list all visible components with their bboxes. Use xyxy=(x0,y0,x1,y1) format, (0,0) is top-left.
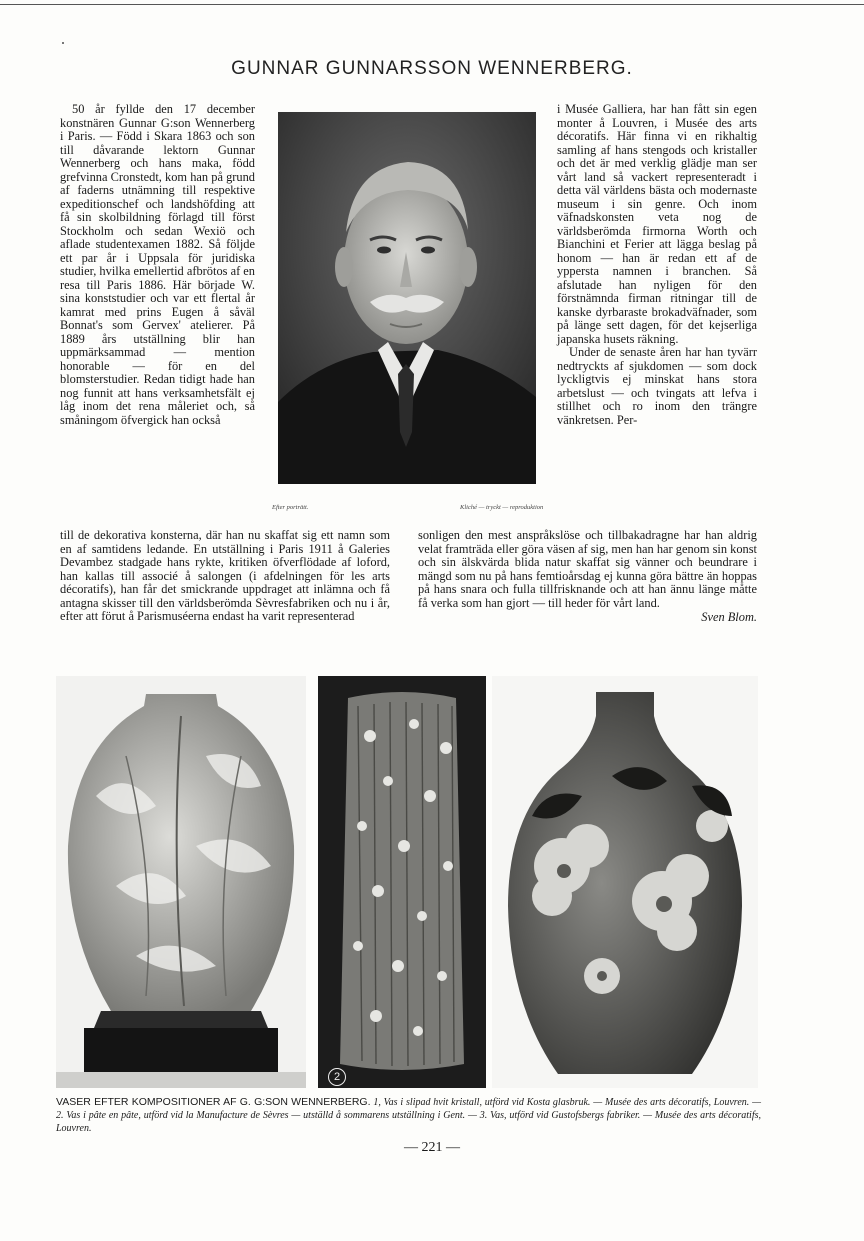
crystal-vase-image xyxy=(56,676,306,1088)
vase-photo-1 xyxy=(56,676,306,1088)
caption-body: 1, Vas i slipad hvit kristall, utförd vid Kosta glasbruk. — Musée des arts décoratifs, Louvren. — 2. Vas i pâte en pâte, utförd vid la Manufacture de Sèvres — utställd å sommarens utställning i Gent. — 3. Vas, utförd vid Gustofsbergs fabriker. — Musée des arts décoratifs, Louvren. xyxy=(56,1097,761,1134)
figure-number-badge: 2 xyxy=(328,1068,346,1086)
speck xyxy=(62,42,64,44)
figure-caption xyxy=(56,1096,761,1135)
portrait-photo xyxy=(278,112,536,484)
vase-photo-3 xyxy=(492,676,758,1088)
paragraph-closing xyxy=(418,529,757,625)
paragraph-intro: 50 år fyllde den 17 december konstnären Gunnar G:son Wennerberg i Paris. — Född i Skara 1863 och son till dåvarande lektorn Gunnar Wennerberg och hans maka, född grefvinna Cronstedt, kom han på grund af faderns utnämning till respektive expeditionschef och landshöfding att få sin skolbildning förlagd till först Stockholm och sedan Wexiö och aflade studentexamen 1882. Så följde ett par år i Uppsala för juridiska studier, hvilka emellertid afbrötos af en resa till Paris 1886. Här började W. sina konststudier och var ett flertal år kamrat med prins Eugen å såväl Bonnat's som Gervex' atelierer. På 1889 års utställning blir han uppmärksammad — mention honorable — för en del blomsterstudier. Redan tidigt hade han nog funnit att hans verksamhetsfält ej låg inom det rena måleriet och, så småningom öfvergick han också xyxy=(60,102,255,427)
vase-photo-2 xyxy=(318,676,486,1088)
paragraph-closing-text: sonligen den mest anspråkslöse och tillbakadragne har han aldrig velat framträda eller göra väsen af sig, men han har genom sin konst och sin älskvärda blida natur skaffat sig vänner och beundrare i mängd som nu på hans femtioårsdag ej kunna göra bättre än hoppas på hans snara och fulla tillfrisknande och att han ännu länge måtte få verka som han gjort — till heder för vårt land. xyxy=(418,528,757,610)
paragraph-illness: Under de senaste åren har han tyvärr nedtryckts af sjukdomen — som dock lyckligtvis ej minskat hans stora arbetslust — och tvingats att lefva i stillhet och ro inom den trängre vänkretsen. Per- xyxy=(557,345,757,427)
article-title: GUNNAR GUNNARSSON WENNERBERG. xyxy=(231,58,633,79)
page-number: — 221 — xyxy=(404,1140,460,1155)
portrait-credit-right: Kliché — tryckt — reproduktion xyxy=(460,504,544,511)
author-signature: Sven Blom. xyxy=(701,610,757,624)
portrait-credit-left: Efter porträtt. xyxy=(272,504,309,511)
article-column-right xyxy=(557,103,757,427)
gustavsberg-vase-image xyxy=(492,676,758,1088)
sevres-vase-image xyxy=(318,676,486,1088)
paragraph-decorative-arts: till de dekorativa konsterna, där han nu skaffat sig ett namn som en af samtidens ledande. En utställning i Paris 1911 å Galeries Devambez stadgade hans rykte, kritiken öfverflödade af loford, han kallas till associé å salongen (i afdelningen för les arts décoratifs), han får det smickrande uppdraget att inlämna och få antagna skisser till den världsberömda Sèvresfabriken och nu i år, efter att förut å Parismuséerna endast ha varit representerad xyxy=(60,528,390,623)
paragraph-louvre: i Musée Galliera, har han fått sin egen monter å Louvren, i Musée des arts décoratifs. Här finna vi en rikhaltig samling af hans stengods och kristaller och det är med verklig glädje man ser vårt land så vackert representeradt i detta väl världens bästa och modernaste museum i sin genre. Och inom väfnadskonsten veta nog de världsberömda firmorna Worth och Bianchini et Ferier att lägga beslag på honom — han är redan ett af de yppersta namnen i branchen. Så afslutade han nyligen för den förstnämnda firman ritningar till de kanske dyrbaraste brokadväfnader, som på länge sett dagen, för det kejserliga japanska husets räkning. xyxy=(557,102,757,346)
article-column-left xyxy=(60,103,255,427)
caption-heading: VASER EFTER KOMPOSITIONER AF G. G:SON WENNERBERG. xyxy=(56,1096,371,1108)
portrait-image xyxy=(278,112,536,484)
top-rule xyxy=(0,4,864,5)
